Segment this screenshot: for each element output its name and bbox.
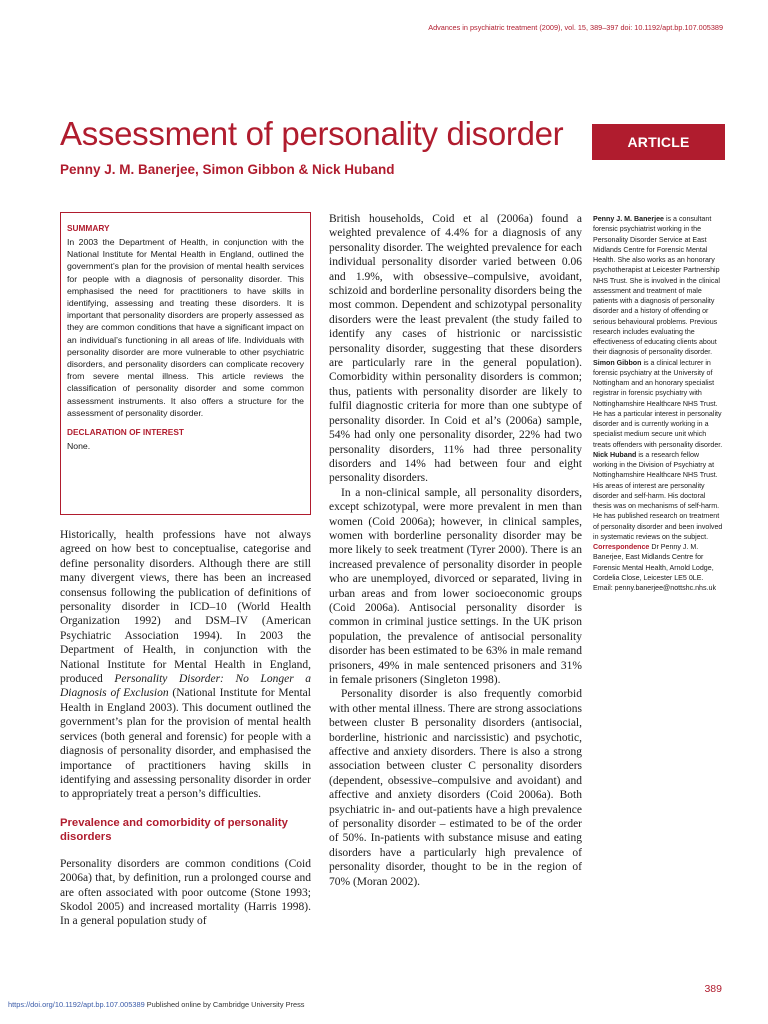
summary-heading: SUMMARY	[67, 223, 110, 233]
author2-name: Simon Gibbon	[593, 358, 642, 367]
author1-bio: is a consultant forensic psychiatrist working in the Personality Disorder Service at East Midlands Centre for Forensic Mental Health. She also works as an honorary psychotherapist at Leicester Partnership NHS Trust. She is involved in the clinical assessment and treatment of male patients with a diagnosis of personality disorder and a history of offending or serious behavioural problems. Previous research includes evaluating the effectiveness of educating clients about their diagnosis of personality disorder.	[593, 215, 720, 357]
body-paragraph-2: In a non-clinical sample, all personality disorders, except schizotypal, were more prevalent in men than women (Coid 2006a); however, in clinical samples, women with borderline personality disorder may be more likely to seek treatment (Tyrer 2000). There is an increased prevalence of personality disorder in people who are unemployed, divorced or separated, living in urban areas and from lower socioeconomic groups (Coid 2006a). Antisocial personality disorder is common in criminal justice settings. In the UK prison population, the prevalence of antisocial personality disorder has been estimated to be 63% in male remand prisoners, 49% in male sentenced prisoners and 31% in female prisoners (Singleton 1998).	[329, 486, 582, 686]
body-column-middle	[329, 212, 582, 889]
section-heading-prevalence: Prevalence and comorbidity of personality disorders	[60, 816, 288, 844]
report-title-italic: Personality Disorder: No Longer a Diagnosis of Exclusion	[60, 673, 311, 700]
author3-bio: is a research fellow working in the Division of Psychiatry at Nottinghamshire Healthcare NHS Trust. His areas of interest are personality disorder and self-harm. His doctoral thesis was on mechanisms of self-harm. He has published research on treatment of personality disorder and been involved in systematic reviews on the subject.	[593, 450, 723, 541]
intro-paragraph: Historically, health professions have not always agreed on how best to conceptualise, categorise and define personality disorders. Although there are still many divergent views, there has been an increased consensus following the publication of definitions of personality disorder in ICD–10 (World Health Organization 1992) and DSM–IV (American Psychiatric Association 1994). In 2003 the Department of Health, in conjunction with the National Institute for Mental Health in England, produced Personality Disorder: No Longer a Diagnosis of Exclusion (National Institute for Mental Health in England 2003). This document outlined the government’s plan for the provision of mental health services (both general and forensic) for people with a diagnosis of personality disorder, and emphasised the importance of practitioners having skills in identifying and assessing personality disorder in order to appropriately treat a person’s difficulties.	[60, 529, 311, 801]
footer	[8, 1000, 305, 1009]
page-number: 389	[704, 983, 722, 995]
correspondence-text[interactable]: Dr Penny J. M. Banerjee, East Midlands Centre for Forensic Mental Health, Arnold Lodge, Cordelia Close, Leicester LE5 0LE. Email: penny.banerjee@nottshc.nhs.uk	[593, 543, 717, 592]
body-column-left	[60, 528, 311, 929]
article-type-badge: ARTICLE	[592, 124, 725, 160]
author3-name: Nick Huband	[593, 450, 637, 459]
author1-name: Penny J. M. Banerjee	[593, 215, 664, 223]
article-authors: Penny J. M. Banerjee, Simon Gibbon & Nick Huband	[60, 162, 395, 177]
published-note: Published online by Cambridge University Press	[144, 1000, 305, 1009]
prevalence-paragraph: Personality disorders are common conditions (Coid 2006a) that, by definition, run a prolonged course and are often associated with poor outcome (Stone 1993; Skodol 2005) and increased mortality (Harris 1998). In a general population study of	[60, 857, 311, 928]
author-sidebar	[593, 214, 725, 593]
summary-box	[60, 212, 311, 515]
declaration-text: None.	[67, 441, 91, 452]
doi-link[interactable]: https://doi.org/10.1192/apt.bp.107.005389	[8, 1000, 145, 1009]
body-paragraph-1: British households, Coid et al (2006a) found a weighted prevalence of 4.4% for a diagnosis of any personality disorder. The weighted prevalence for each individual personality disorder varied between 0.06 and 1.9%, with obsessive–compulsive, avoidant, schizoid and borderline personality disorders being the most common. Dependent and schizotypal personality disorders were the least prevalent (the study failed to identify any cases of histrionic or narcissistic personality disorder, suggesting that these disorders are particularly rare in the general population). Comorbidity within personality disorders is common; thus, patients with personality disorder are likely to fulfil diagnostic criteria for more than one subtype of personality disorder. In Coid et al’s (2006a) sample, 54% had only one personality disorder, 22% had two personality disorders, 11% had three personality disorders and 14% had between four and eight personality disorders.	[329, 213, 582, 485]
author2-bio: is a clinical lecturer in forensic psychiatry at the University of Nottingham and an honorary specialist registrar in forensic psychiatry with Nottinghamshire Healthcare NHS Trust. He has a particular interest in personality disorder and is currently working in a specialist medium secure unit which treats offenders with personality disorder.	[593, 358, 723, 449]
declaration-heading: DECLARATION OF INTEREST	[67, 427, 184, 438]
correspondence-label: Correspondence	[593, 543, 650, 551]
journal-citation: Advances in psychiatric treatment (2009), vol. 15, 389–397 doi: 10.1192/apt.bp.107.005389	[428, 23, 723, 32]
article-title: Assessment of personality disorder	[60, 115, 564, 152]
body-paragraph-3: Personality disorder is also frequently comorbid with other mental illness. There are strong associations between cluster B personality disorders (antisocial, borderline, histrionic and narcissistic) and psychotic, affective and anxiety disorders. There is also a strong association between cluster C personality disorders (dependent, obsessive–compulsive and avoidant) and affective and anxiety disorders (Coid 2006a). Both psychiatric in- and out-patients have a high prevalence of personality disorder – estimated to be of the order of 50%. In-patients with substance misuse and eating disorders have a particularly high prevalence of personality disorder, thought to be in the region of 70% (Moran 2002).	[329, 688, 582, 888]
summary-text: In 2003 the Department of Health, in conjunction with the National Institute for Mental Health in England, outlined the government’s plan for the provision of mental health services for people with a diagnosis of personality disorder. This emphasised the need for practitioners to have skills in identifying, assessing and treating these disorders. It is important that personality disorders are properly assessed as they are common conditions that have a significant impact on an individual’s functioning in all areas of life. Individuals with personality disorder are more vulnerable to other psychiatric disorders, and personality disorders can complicate recovery from severe mental illness. This article reviews the classification of personality disorder and some common assessment instruments. It also offers a structure for the assessment of personality disorder.	[67, 237, 304, 418]
